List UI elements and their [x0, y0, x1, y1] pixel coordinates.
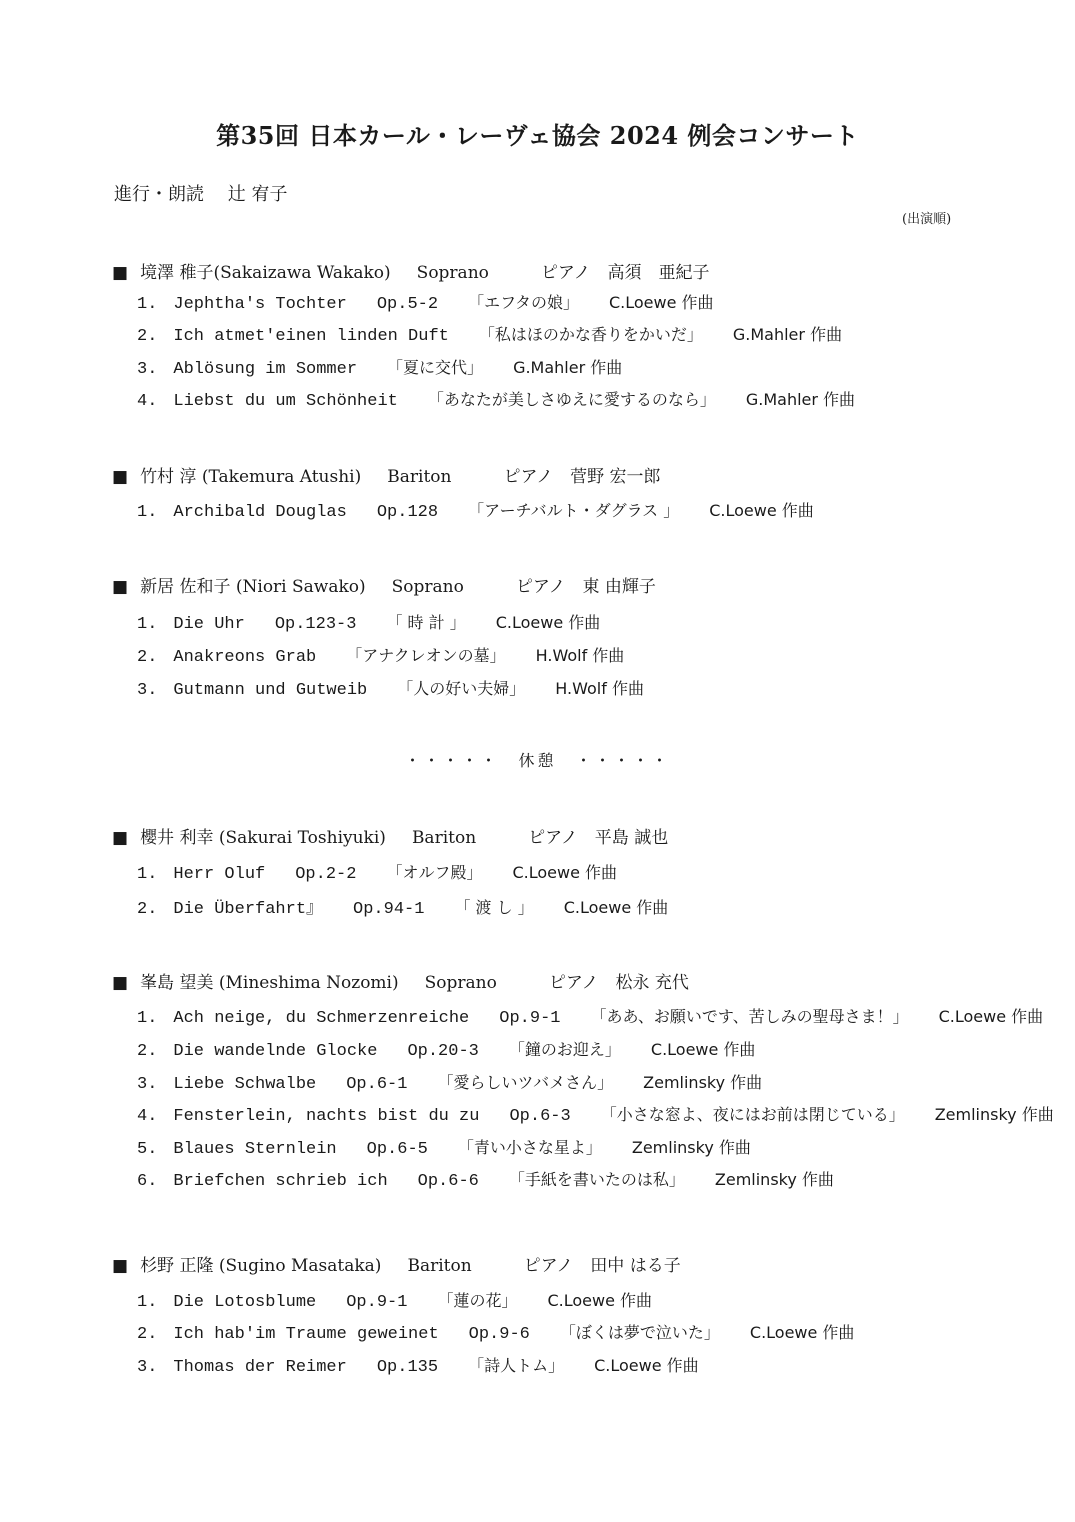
performer-name: 新居 佐和子 (Niori Sawako) [140, 577, 366, 597]
song-japanese-title: 「オルフ殿」 [386, 863, 483, 882]
song-japanese-title: 「 渡 し 」 [454, 898, 534, 917]
song-title: Die Uhr [173, 615, 245, 634]
song-composer: Zemlinsky 作曲 [631, 1138, 751, 1157]
song-composer: C.Loewe 作曲 [547, 1291, 653, 1310]
voice-part: Bariton [411, 828, 477, 848]
song-number: 2. [137, 1042, 158, 1061]
song-japanese-title: 「 時 計 」 [386, 613, 466, 632]
song-opus: Op.128 [376, 503, 439, 522]
song-title: Die Überfahrt』 [173, 900, 324, 919]
song-japanese-title: 「人の好い夫婦」 [397, 679, 526, 698]
square-bullet-icon: ■ [112, 263, 129, 283]
song-opus: Op.2-2 [295, 865, 357, 884]
song-title: Blaues Sternlein [173, 1140, 337, 1159]
song-title: Liebst du um Schönheit [173, 392, 398, 411]
voice-part: Bariton [387, 467, 452, 487]
song-number: 1. [137, 1009, 158, 1028]
song-composer: C.Loewe 作曲 [608, 293, 714, 312]
song-opus: Op.6-5 [366, 1140, 428, 1159]
song-composer: H.Wolf 作曲 [555, 679, 644, 698]
pianist: ピアノ 松永 充代 [548, 973, 689, 993]
song-number: 1. [137, 615, 158, 634]
song-item [137, 1288, 652, 1312]
song-title: Briefchen schrieb ich [173, 1172, 388, 1191]
song-japanese-title: 「アーチバルト・ダグラス 」 [468, 501, 680, 520]
order-note: (出演順) [902, 212, 952, 227]
performer-name: 杉野 正隆 (Sugino Masataka) [140, 1256, 382, 1276]
song-title: Jephtha's Tochter [173, 295, 347, 314]
intermission: ・・・・・ 休憩 ・・・・・ [404, 751, 671, 770]
song-composer: C.Loewe 作曲 [563, 898, 669, 917]
song-item [137, 387, 855, 411]
song-number: 3. [137, 360, 158, 379]
voice-part: Bariton [407, 1256, 472, 1276]
song-number: 1. [137, 503, 158, 522]
performer-name: 竹村 淳 (Takemura Atushi) [140, 467, 362, 487]
song-number: 2. [137, 1325, 158, 1344]
song-number: 6. [137, 1172, 158, 1191]
song-opus: Op.135 [376, 1358, 439, 1377]
song-opus: Op.5-2 [376, 295, 439, 314]
song-number: 2. [137, 900, 158, 919]
song-opus: Op.9-1 [499, 1009, 561, 1028]
song-item [137, 1320, 854, 1344]
song-opus: Op.94-1 [353, 900, 425, 919]
song-number: 2. [137, 327, 158, 346]
performer-header [112, 823, 668, 848]
square-bullet-icon: ■ [112, 828, 129, 848]
mc-reader: 進行・朗読 辻 宥子 [114, 184, 288, 205]
song-number: 3. [137, 1075, 158, 1094]
square-bullet-icon: ■ [112, 467, 129, 487]
performer-name: 峯島 望美 (Mineshima Nozomi) [140, 973, 399, 993]
song-japanese-title: 「手紙を書いたのは私」 [508, 1170, 685, 1189]
song-composer: C.Loewe 作曲 [650, 1040, 756, 1059]
song-japanese-title: 「詩人トム」 [468, 1356, 565, 1375]
performer-name: 境澤 稚子(Sakaizawa Wakako) [140, 263, 391, 283]
song-composer: C.Loewe 作曲 [749, 1323, 855, 1342]
square-bullet-icon: ■ [112, 577, 129, 597]
square-bullet-icon: ■ [112, 973, 129, 993]
song-opus: Op.123-3 [274, 615, 357, 634]
song-japanese-title: 「私はほのかな香りをかいだ」 [478, 325, 703, 344]
pianist: ピアノ 菅野 宏一郎 [503, 467, 661, 487]
performer-header [112, 572, 656, 597]
song-composer: G.Mahler 作曲 [732, 325, 843, 344]
song-title: Ich hab'im Traume geweinet [173, 1325, 439, 1344]
song-composer: Zemlinsky 作曲 [714, 1170, 834, 1189]
song-composer: H.Wolf 作曲 [535, 646, 625, 665]
song-title: Die wandelnde Glocke [173, 1042, 378, 1061]
song-opus: Op.20-3 [407, 1042, 479, 1061]
song-item [137, 1353, 699, 1377]
song-composer: C.Loewe 作曲 [594, 1356, 699, 1375]
song-japanese-title: 「ああ、お願いです、苦しみの聖母さま！」 [590, 1007, 909, 1026]
song-opus: Op.9-6 [468, 1325, 530, 1344]
song-number: 4. [137, 1107, 158, 1126]
song-japanese-title: 「小さな窓よ、夜にはお前は閉じている」 [600, 1105, 905, 1124]
song-title: Archibald Douglas [173, 503, 347, 522]
song-number: 3. [137, 681, 158, 700]
song-title: Anakreons Grab [173, 648, 317, 667]
performer-name: 櫻井 利幸 (Sakurai Toshiyuki) [140, 828, 386, 848]
song-composer: Zemlinsky 作曲 [934, 1105, 1054, 1124]
song-number: 5. [137, 1140, 158, 1159]
song-title: Liebe Schwalbe [173, 1075, 317, 1094]
page-title: 第35回 日本カール・レーヴェ協会 2024 例会コンサート [216, 121, 859, 150]
song-item [137, 643, 624, 667]
pianist: ピアノ 東 由輝子 [515, 577, 656, 597]
song-title: Ablösung im Sommer [173, 360, 358, 379]
song-item [137, 355, 622, 379]
song-japanese-title: 「エフタの娘」 [468, 293, 579, 312]
song-japanese-title: 「蓮の花」 [437, 1291, 518, 1310]
song-item [137, 610, 600, 634]
song-composer: G.Mahler 作曲 [745, 390, 856, 409]
song-japanese-title: 「あなたが美しさゆえに愛するのなら」 [427, 390, 716, 409]
song-item [137, 893, 668, 919]
song-number: 1. [137, 865, 158, 884]
song-item [137, 676, 644, 700]
song-opus: Op.9-1 [346, 1293, 408, 1312]
song-opus: Op.6-6 [417, 1172, 479, 1191]
song-item [137, 1135, 751, 1159]
song-japanese-title: 「鐘のお迎え」 [508, 1040, 621, 1059]
song-title: Gutmann und Gutweib [173, 681, 368, 700]
performer-header [112, 258, 710, 283]
song-number: 1. [137, 295, 158, 314]
performer-header [112, 968, 689, 993]
song-title: Ich atmet'einen linden Duft [173, 327, 449, 346]
song-item [137, 1037, 755, 1061]
song-number: 1. [137, 1293, 158, 1312]
song-opus: Op.6-1 [346, 1075, 408, 1094]
voice-part: Soprano [416, 263, 489, 283]
song-item [137, 1102, 1054, 1126]
song-japanese-title: 「アナクレオンの墓」 [346, 646, 506, 665]
square-bullet-icon: ■ [112, 1256, 129, 1276]
pianist: ピアノ 田中 はる子 [523, 1256, 681, 1276]
song-item [137, 1167, 834, 1191]
song-composer: C.Loewe 作曲 [709, 501, 814, 520]
song-number: 2. [137, 648, 158, 667]
song-composer: G.Mahler 作曲 [513, 358, 623, 377]
song-item [137, 498, 814, 522]
performer-header [112, 1251, 681, 1276]
song-title: Herr Oluf [173, 865, 266, 884]
voice-part: Soprano [391, 577, 464, 597]
song-composer: Zemlinsky 作曲 [643, 1073, 763, 1092]
song-number: 3. [137, 1358, 158, 1377]
song-number: 4. [137, 392, 158, 411]
song-title: Thomas der Reimer [173, 1358, 347, 1377]
pianist: ピアノ 高須 亜紀子 [540, 263, 710, 283]
voice-part: Soprano [424, 973, 497, 993]
song-item [137, 1070, 762, 1094]
song-item [137, 322, 842, 346]
song-composer: C.Loewe 作曲 [495, 613, 601, 632]
song-title: Die Lotosblume [173, 1293, 317, 1312]
song-japanese-title: 「夏に交代」 [387, 358, 484, 377]
song-item [137, 860, 617, 884]
song-japanese-title: 「青い小さな星よ」 [457, 1138, 602, 1157]
song-title: Fensterlein, nachts bist du zu [173, 1107, 480, 1126]
song-composer: C.Loewe 作曲 [938, 1007, 1044, 1026]
song-composer: C.Loewe 作曲 [512, 863, 618, 882]
song-item [137, 1004, 1043, 1028]
performer-header [112, 462, 661, 487]
song-title: Ach neige, du Schmerzenreiche [173, 1009, 470, 1028]
pianist: ピアノ 平島 誠也 [528, 828, 669, 848]
song-opus: Op.6-3 [509, 1107, 571, 1126]
song-item [137, 290, 714, 314]
song-japanese-title: 「愛らしいツバメさん」 [437, 1073, 614, 1092]
song-japanese-title: 「ぼくは夢で泣いた」 [559, 1323, 720, 1342]
